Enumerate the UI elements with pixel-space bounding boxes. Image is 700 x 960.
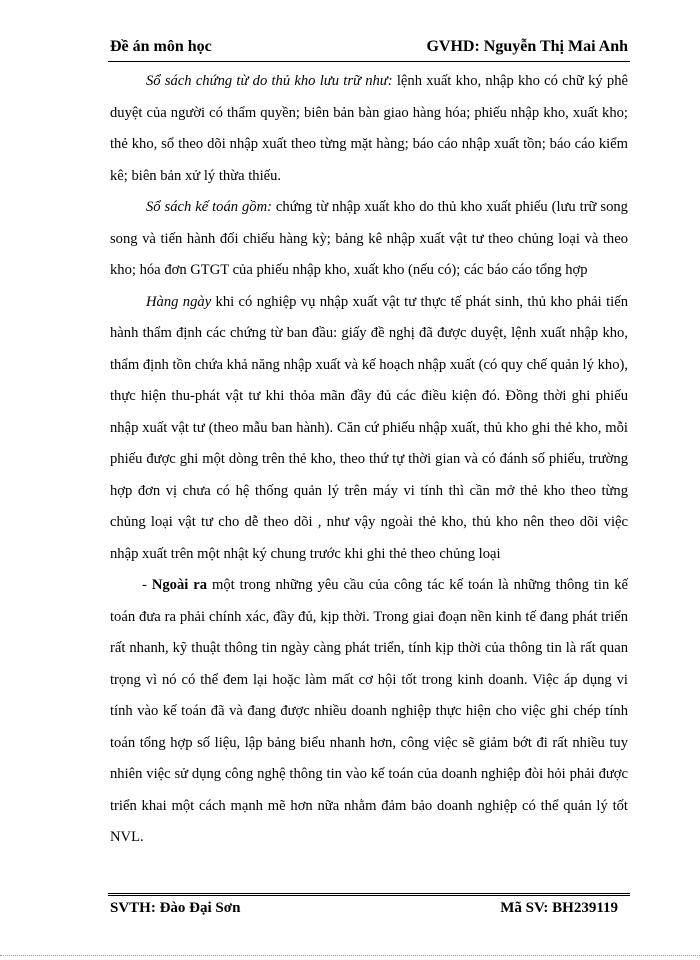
document-body <box>110 66 628 854</box>
footer-student-id: Mã SV: BH239119 <box>500 900 618 916</box>
page-footer <box>110 900 618 917</box>
paragraph-lead: Sổ sách kế toán gồm: <box>146 199 272 215</box>
paragraph-text: khi có nghiệp vụ nhập xuất vật tư thực tế phát sinh, thủ kho phải tiến hành thẩm định các chứng từ ban đầu: giấy đề nghị đã được duyệt, lệnh xuất nhập kho, thẩm định tồn chứa khả năng nhập xuất và kế hoạch nhập xuất (có quy chế quản lý kho), thực hiện thu-phát vật tư khi thỏa mãn đầy đủ các điều kiện đó. Đồng thời ghi phiếu nhập xuất vật tư (theo mẫu ban hành). Căn cứ phiếu nhập xuất, thủ kho ghi thẻ kho, mỗi phiếu được ghi một dòng trên thẻ kho, theo thứ tự thời gian và có đánh số phiếu, trường hợp đơn vị chưa có hệ thống quản lý trên máy vi tính thì cần mở thẻ kho theo từng chủng loại vật tư cho dễ theo dõi , như vậy ngoài thẻ kho, thủ kho nên theo dõi việc nhập xuất trên một nhật ký chung trước khi ghi thẻ theo chủng loại <box>110 293 628 562</box>
page-header <box>110 38 628 56</box>
paragraph-prefix: - <box>142 577 152 593</box>
paragraph-lead: Sổ sách chứng từ do thủ kho lưu trữ như: <box>146 73 393 89</box>
footer-student-name: SVTH: Đào Đại Sơn <box>110 900 241 916</box>
paragraph-lead: Ngoài ra <box>151 577 208 593</box>
header-supervisor: GVHD: Nguyễn Thị Mai Anh <box>426 38 628 55</box>
header-course-title: Đề án môn học <box>110 38 212 55</box>
paragraph-daily-process <box>110 287 628 571</box>
paragraph-additionally <box>110 570 628 854</box>
paragraph-storekeeper-records <box>110 66 628 192</box>
page-bottom-border <box>0 955 700 956</box>
header-rule <box>108 61 630 62</box>
footer-rule <box>108 893 630 896</box>
paragraph-text: lệnh xuất kho, nhập kho có chữ ký phê duyệt của người có thẩm quyền; biên bản bàn giao hàng hóa; phiếu nhập kho, xuất kho; thẻ kho, sổ theo dõi nhập xuất theo từng mặt hàng; báo cáo nhập xuất tồn; báo cáo kiểm kê; biên bản xử lý thừa thiếu. <box>110 73 628 184</box>
paragraph-accounting-records <box>110 192 628 287</box>
paragraph-text: chứng từ nhập xuất kho do thủ kho xuất phiếu (lưu trữ song song và tiến hành đối chiếu hàng kỳ; bảng kê nhập xuất vật tư theo chủng loại và theo kho; hóa đơn GTGT của phiếu nhập kho, xuất kho (nếu có); các báo cáo tổng hợp <box>110 199 628 278</box>
paragraph-text: một trong những yêu cầu của công tác kế toán là những thông tin kế toán đưa ra phải chính xác, đầy đủ, kịp thời. Trong giai đoạn nền kinh tế đang phát triển rất nhanh, kỹ thuật thông tin ngày càng phát triển, tính kịp thời của thông tin là rất quan trọng vì nó có thể đem lại hoặc làm mất cơ hội tốt trong kinh doanh. Việc áp dụng vi tính vào kế toán đã và đang được nhiều doanh nghiệp thực hiện cho việc ghi chép tính toán tổng hợp số liệu, lập bảng biểu nhanh hơn, công việc sẽ giảm bớt đi rất nhiều tuy nhiên việc sử dụng công nghệ thông tin vào kế toán của doanh nghiệp đòi hỏi phải được triển khai một cách mạnh mẽ hơn nữa nhằm đảm bảo doanh nghiệp có thể quản lý tốt NVL. <box>110 577 628 845</box>
paragraph-lead: Hàng ngày <box>146 293 212 310</box>
